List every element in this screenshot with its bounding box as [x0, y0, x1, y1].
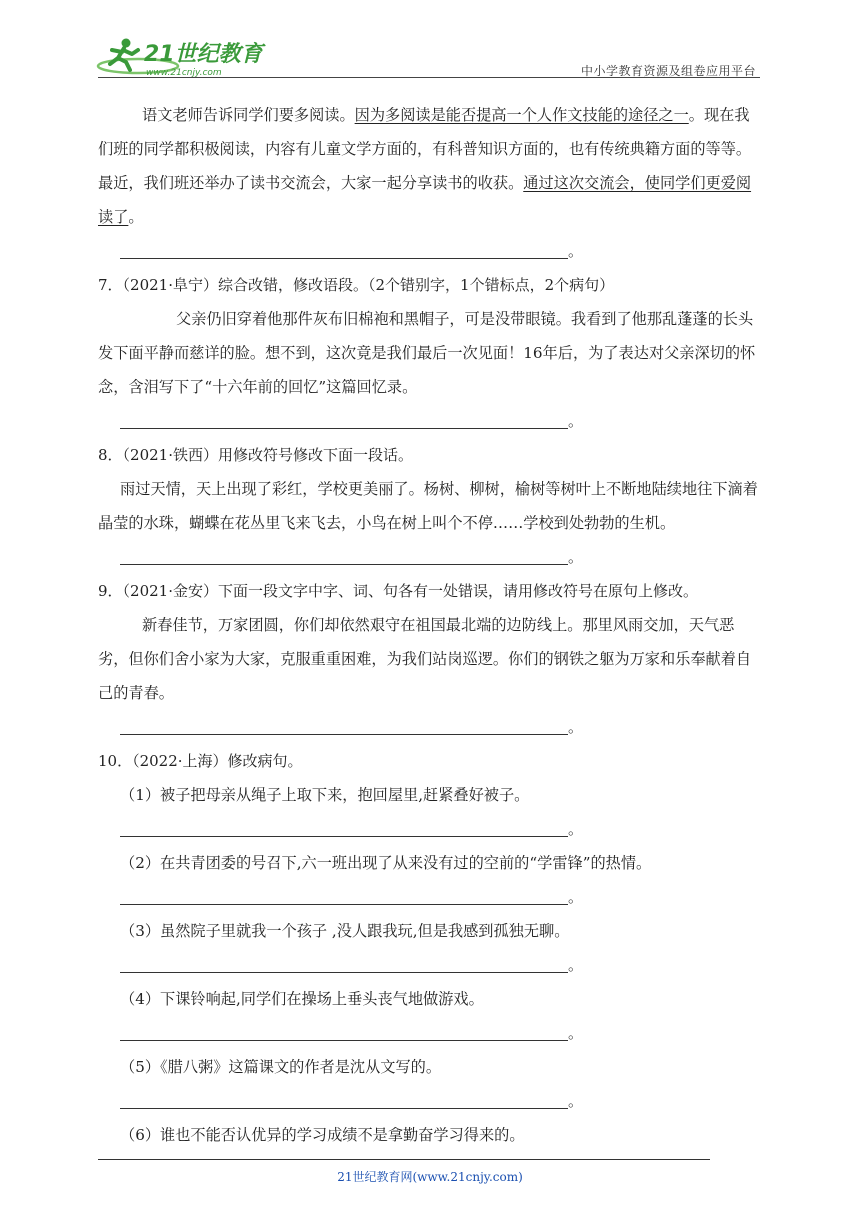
underlined-sentence-1: 因为多阅读是能否提高一个人作文技能的途径之一	[354, 106, 689, 124]
answer-line[interactable]: 。	[98, 710, 760, 744]
intro-paragraph	[98, 98, 760, 234]
runner-logo-icon	[96, 34, 266, 78]
intro-text-1: 语文老师告诉同学们要多阅读。	[142, 106, 355, 124]
question-7-passage: 父亲仍旧穿着他那件灰布旧棉袍和黑帽子，可是没带眼镜。我看到了他那乱蓬蓬的长头发下面平静而慈详的脸。想不到，这次竟是我们最后一次见面！16年后，为了表达对父亲深切的怀念，含泪写下了“十六年前的回忆”这篇回忆录。	[98, 310, 756, 396]
question-8-heading: 8．（2021·铁西）用修改符号修改下面一段话。	[98, 446, 413, 464]
answer-line[interactable]: 。	[98, 880, 760, 914]
answer-line[interactable]: 。	[98, 234, 760, 268]
page-header	[96, 34, 760, 80]
question-7-heading: 7．（2021·阜宁）综合改错，修改语段。（2个错别字，1个错标点，2个病句）	[98, 276, 615, 294]
question-10-item-3: （3）虽然院子里就我一个孩子 ,没人跟我玩,但是我感到孤独无聊。	[120, 922, 570, 940]
answer-line[interactable]: 。	[98, 404, 760, 438]
document-body	[98, 98, 760, 1152]
question-10-heading: 10．（2022·上海）修改病句。	[98, 752, 303, 770]
intro-text-3: 。	[128, 208, 144, 226]
footer-divider	[98, 1159, 710, 1160]
page-footer[interactable]: 21世纪教育网(www.21cnjy.com)	[337, 1170, 523, 1184]
answer-line[interactable]: 。	[98, 540, 760, 574]
question-8-passage: 雨过天情，天上出现了彩红，学校更美丽了。杨树、柳树，榆树等树叶上不断地陆续地往下滴着晶莹的水珠，蝴蝶在花丛里飞来飞去，小鸟在树上叫个不停……学校到处勃勃的生机。	[98, 480, 758, 532]
answer-line[interactable]: 。	[98, 1016, 760, 1050]
platform-name: 中小学教育资源及组卷应用平台	[580, 64, 756, 78]
question-9-heading: 9．（2021·金安）下面一段文字中字、词、句各有一处错误，请用修改符号在原句上修改。	[98, 582, 698, 600]
logo-text: 21世纪教育	[144, 42, 263, 67]
answer-line[interactable]: 。	[98, 1084, 760, 1118]
answer-line[interactable]: 。	[98, 948, 760, 982]
question-10-item-1: （1）被子把母亲从绳子上取下来，抱回屋里,赶紧叠好被子。	[120, 786, 530, 804]
question-10-item-6: （6）谁也不能否认优异的学习成绩不是拿勤奋学习得来的。	[120, 1126, 525, 1144]
underlined-sentence-2: 通过这次交流会，使同学们更爱阅读了	[98, 174, 752, 226]
question-9-passage: 新春佳节，万家团圆，你们却依然艰守在祖国最北端的边防线上。那里风雨交加，天气恶劣，但你们舍小家为大家，克服重重困难，为我们站岗巡逻。你们的钢铁之躯为万家和乐奉献着自己的青春。	[98, 616, 752, 702]
header-divider	[98, 77, 760, 78]
question-10-item-2: （2）在共青团委的号召下,六一班出现了从来没有过的空前的“学雷锋”的热情。	[120, 854, 652, 872]
site-logo[interactable]	[96, 34, 266, 78]
question-10-item-5: （5）《腊八粥》这篇课文的作者是沈从文写的。	[120, 1058, 442, 1076]
question-10-item-4: （4）下课铃响起,同学们在操场上垂头丧气地做游戏。	[120, 990, 484, 1008]
intro-text-2: 。现在我们班的同学都积极阅读，内容有儿童文学方面的，有科普知识方面的，也有传统典籍方面的等等。最近，我们班还举办了读书交流会，大家一起分享读书的收获。	[98, 106, 752, 192]
answer-line[interactable]: 。	[98, 812, 760, 846]
logo-url: www.21cnjy.com	[146, 68, 222, 78]
